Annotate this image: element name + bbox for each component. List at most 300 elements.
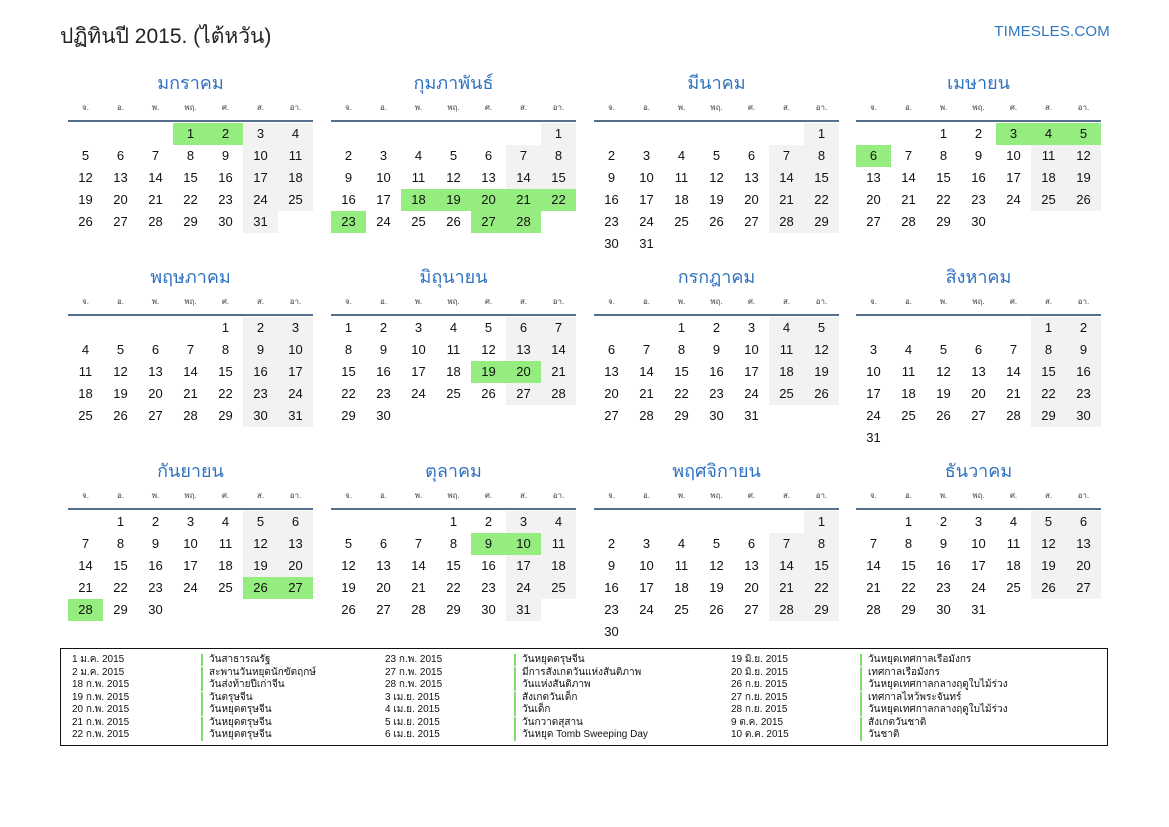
day-cell: 30 <box>971 214 986 229</box>
day-cell: 15 <box>341 364 356 379</box>
holiday-row <box>731 704 1008 717</box>
day-cell: 25 <box>78 408 93 423</box>
holiday-marker <box>514 729 516 741</box>
day-cell: 12 <box>78 170 93 185</box>
weekday-label: อ. <box>904 103 913 112</box>
day-grid <box>331 123 576 233</box>
holiday-name: วันหยุดตรุษจีน <box>522 654 585 665</box>
month-name: พฤศจิกายน <box>672 461 761 481</box>
day-cell: 20 <box>278 555 313 577</box>
day-cell: 4 <box>414 148 423 163</box>
day-cell: 21 <box>1006 386 1021 401</box>
holiday-day-cell: 6 <box>856 145 891 167</box>
day-cell: 22 <box>446 580 461 595</box>
day-cell: 11 <box>278 145 313 167</box>
day-cell: 30 <box>376 408 391 423</box>
day-cell: 13 <box>506 339 541 361</box>
day-cell: 17 <box>744 364 759 379</box>
day-cell: 9 <box>607 170 616 185</box>
weekday-label: พ. <box>414 103 423 112</box>
day-cell: 25 <box>1031 189 1066 211</box>
day-cell: 16 <box>148 558 163 573</box>
day-cell: 17 <box>971 558 986 573</box>
empty-day-cell <box>401 511 436 533</box>
holiday-date: 20 มิ.ย. 2015 <box>731 666 788 678</box>
weekday-header <box>856 292 1101 316</box>
day-cell: 17 <box>376 192 391 207</box>
weekday-label: พฤ. <box>184 297 197 306</box>
day-cell: 15 <box>218 364 233 379</box>
day-cell: 3 <box>506 511 541 533</box>
weekday-label: อ. <box>904 297 913 306</box>
day-cell: 12 <box>709 558 724 573</box>
holiday-day-cell: 22 <box>541 189 576 211</box>
weekday-label: อ. <box>116 103 125 112</box>
day-cell: 26 <box>78 214 93 229</box>
weekday-label: พฤ. <box>447 103 460 112</box>
holiday-day-cell: 9 <box>471 533 506 555</box>
weekday-label: พ. <box>414 297 423 306</box>
day-grid <box>331 511 576 621</box>
weekday-label: ส. <box>782 297 791 306</box>
weekday-label: ศ. <box>747 297 756 306</box>
day-cell: 21 <box>411 580 426 595</box>
weekday-label: จ. <box>345 491 352 500</box>
weekday-label: พ. <box>677 297 686 306</box>
holiday-row <box>72 704 316 717</box>
weekday-label: พฤ. <box>447 491 460 500</box>
month-name: กุมภาพันธ์ <box>413 73 494 93</box>
day-cell: 15 <box>674 364 689 379</box>
holiday-day-cell: 21 <box>506 189 541 211</box>
day-cell: 1 <box>677 320 686 335</box>
day-cell: 29 <box>901 602 916 617</box>
day-cell: 16 <box>1066 361 1101 383</box>
holiday-date: 23 ก.พ. 2015 <box>385 654 443 665</box>
day-cell: 31 <box>744 408 759 423</box>
day-grid <box>594 511 839 643</box>
holiday-marker <box>201 667 203 679</box>
day-cell: 7 <box>1009 342 1018 357</box>
holiday-row <box>385 679 648 692</box>
day-cell: 28 <box>639 408 654 423</box>
day-cell: 2 <box>974 126 983 141</box>
day-cell: 24 <box>866 408 881 423</box>
day-cell: 6 <box>607 342 616 357</box>
holiday-row <box>72 729 316 742</box>
day-cell: 20 <box>376 580 391 595</box>
day-cell: 30 <box>218 214 233 229</box>
day-cell: 27 <box>744 214 759 229</box>
holiday-date: 4 เม.ย. 2015 <box>385 704 440 715</box>
empty-day-cell <box>173 317 208 339</box>
empty-day-cell <box>471 123 506 145</box>
day-cell: 11 <box>1031 145 1066 167</box>
empty-day-cell <box>856 511 891 533</box>
day-cell: 13 <box>278 533 313 555</box>
empty-day-cell <box>401 123 436 145</box>
day-cell: 26 <box>804 383 839 405</box>
holiday-marker <box>514 717 516 729</box>
day-cell: 18 <box>278 167 313 189</box>
day-cell: 2 <box>607 536 616 551</box>
month-name: สิงหาคม <box>945 267 1012 287</box>
holiday-name: วันหยุดตรุษจีน <box>209 704 272 715</box>
empty-day-cell <box>68 123 103 145</box>
weekday-label: อ. <box>116 297 125 306</box>
day-cell: 5 <box>116 342 125 357</box>
day-cell: 9 <box>151 536 160 551</box>
day-cell: 24 <box>278 383 313 405</box>
day-cell: 1 <box>541 123 576 145</box>
day-cell: 9 <box>243 339 278 361</box>
empty-day-cell <box>664 511 699 533</box>
day-cell: 2 <box>344 148 353 163</box>
day-cell: 14 <box>639 364 654 379</box>
month-name: พฤษภาคม <box>150 267 231 287</box>
day-cell: 21 <box>78 580 93 595</box>
weekday-label: จ. <box>608 103 615 112</box>
holiday-date: 18 ก.พ. 2015 <box>72 679 130 690</box>
holiday-name: วันเด็ก <box>522 704 551 715</box>
holiday-day-cell: 4 <box>1031 123 1066 145</box>
holiday-marker <box>514 654 516 666</box>
day-cell: 26 <box>113 408 128 423</box>
empty-day-cell <box>68 317 103 339</box>
day-cell: 25 <box>541 577 576 599</box>
day-cell: 9 <box>939 536 948 551</box>
day-cell: 8 <box>904 536 913 551</box>
day-cell: 20 <box>866 192 881 207</box>
day-cell: 3 <box>642 536 651 551</box>
day-cell: 2 <box>712 320 721 335</box>
weekday-label: อ. <box>642 297 651 306</box>
day-cell: 4 <box>769 317 804 339</box>
weekday-label: พ. <box>151 297 160 306</box>
weekday-header <box>331 486 576 510</box>
holiday-name: สังเกตวันเด็ก <box>522 691 578 703</box>
weekday-label: พฤ. <box>710 491 723 500</box>
weekday-label: อ. <box>642 491 651 500</box>
day-cell: 13 <box>148 364 163 379</box>
day-cell: 7 <box>541 317 576 339</box>
day-grid <box>594 317 839 427</box>
weekday-label: จ. <box>608 491 615 500</box>
month-block <box>594 71 839 255</box>
holiday-date: 10 ต.ค. 2015 <box>731 729 789 740</box>
day-cell: 17 <box>506 555 541 577</box>
weekday-header <box>68 486 313 510</box>
day-cell: 23 <box>604 214 619 229</box>
empty-day-cell <box>366 511 401 533</box>
holiday-column <box>385 654 648 742</box>
holiday-marker <box>860 729 862 741</box>
day-cell: 8 <box>1031 339 1066 361</box>
day-cell: 30 <box>604 236 619 251</box>
holiday-date: 19 มิ.ย. 2015 <box>731 654 788 665</box>
day-cell: 13 <box>866 170 881 185</box>
empty-day-cell <box>594 511 629 533</box>
weekday-label: ส. <box>1044 491 1053 500</box>
day-grid <box>594 123 839 255</box>
weekday-label: จ. <box>82 491 89 500</box>
day-cell: 15 <box>446 558 461 573</box>
day-cell: 12 <box>804 339 839 361</box>
weekday-label: จ. <box>82 297 89 306</box>
day-cell: 19 <box>113 386 128 401</box>
empty-day-cell <box>103 317 138 339</box>
month-name: กันยายน <box>157 461 224 481</box>
day-cell: 1 <box>116 514 125 529</box>
holiday-name: วันหยุดตรุษจีน <box>209 729 272 740</box>
month-block <box>331 265 576 427</box>
day-cell: 19 <box>1031 555 1066 577</box>
day-cell: 23 <box>148 580 163 595</box>
holiday-name: วันหยุดเทศกาลกลางฤดูใบไม้ร่วง <box>868 704 1008 715</box>
day-cell: 6 <box>116 148 125 163</box>
day-cell: 12 <box>243 533 278 555</box>
site-link[interactable]: TIMESLES.COM <box>994 23 1110 40</box>
day-cell: 2 <box>939 514 948 529</box>
day-cell: 25 <box>674 214 689 229</box>
day-cell: 22 <box>218 386 233 401</box>
day-cell: 10 <box>278 339 313 361</box>
day-cell: 25 <box>218 580 233 595</box>
day-cell: 10 <box>639 558 654 573</box>
holiday-name: วันหยุดเทศกาลกลางฤดูใบไม้ร่วง <box>868 679 1008 690</box>
day-cell: 27 <box>971 408 986 423</box>
empty-day-cell <box>961 317 996 339</box>
weekday-label: ศ. <box>484 297 493 306</box>
empty-day-cell <box>103 123 138 145</box>
day-cell: 18 <box>446 364 461 379</box>
day-cell: 24 <box>183 580 198 595</box>
holiday-date: 19 ก.พ. 2015 <box>72 691 130 703</box>
day-cell: 12 <box>341 558 356 573</box>
day-cell: 16 <box>341 192 356 207</box>
day-cell: 19 <box>709 580 724 595</box>
holiday-date: 9 ต.ค. 2015 <box>731 716 784 728</box>
day-cell: 28 <box>183 408 198 423</box>
weekday-label: อา. <box>1077 491 1090 500</box>
holiday-date: 3 เม.ย. 2015 <box>385 691 440 703</box>
day-cell: 23 <box>218 192 233 207</box>
holiday-name: สังเกตวันชาติ <box>868 716 927 728</box>
empty-day-cell <box>856 123 891 145</box>
day-grid <box>856 123 1101 233</box>
holiday-marker <box>201 692 203 704</box>
day-cell: 11 <box>411 170 426 185</box>
day-cell: 23 <box>481 580 496 595</box>
day-cell: 8 <box>116 536 125 551</box>
holiday-marker <box>201 679 203 691</box>
day-cell: 15 <box>804 167 839 189</box>
weekday-label: อ. <box>904 491 913 500</box>
empty-day-cell <box>506 123 541 145</box>
weekday-header <box>594 292 839 316</box>
day-cell: 24 <box>744 386 759 401</box>
day-cell: 26 <box>1031 577 1066 599</box>
day-cell: 7 <box>414 536 423 551</box>
day-cell: 25 <box>901 408 916 423</box>
empty-day-cell <box>996 317 1031 339</box>
month-name: เมษายน <box>947 73 1010 93</box>
holiday-marker <box>514 692 516 704</box>
day-cell: 23 <box>376 386 391 401</box>
day-cell: 29 <box>218 408 233 423</box>
day-cell: 19 <box>709 192 724 207</box>
weekday-label: ส. <box>256 491 265 500</box>
day-grid <box>856 511 1101 621</box>
day-cell: 18 <box>901 386 916 401</box>
holiday-row <box>72 679 316 692</box>
day-cell: 16 <box>376 364 391 379</box>
weekday-label: พ. <box>151 103 160 112</box>
day-cell: 7 <box>642 342 651 357</box>
day-cell: 16 <box>971 170 986 185</box>
day-cell: 8 <box>344 342 353 357</box>
holiday-marker <box>860 667 862 679</box>
day-cell: 14 <box>411 558 426 573</box>
weekday-label: ส. <box>519 491 528 500</box>
day-cell: 9 <box>974 148 983 163</box>
month-block <box>68 459 313 621</box>
holiday-row <box>731 692 1008 705</box>
holiday-date: 27 ก.ย. 2015 <box>731 691 788 703</box>
day-cell: 15 <box>113 558 128 573</box>
day-cell: 24 <box>506 577 541 599</box>
day-cell: 6 <box>747 148 756 163</box>
day-cell: 4 <box>1009 514 1018 529</box>
holiday-day-cell: 5 <box>1066 123 1101 145</box>
day-cell: 3 <box>869 342 878 357</box>
day-cell: 5 <box>484 320 493 335</box>
day-cell: 8 <box>677 342 686 357</box>
holiday-name: สะพานวันหยุดนักขัตฤกษ์ <box>209 666 316 678</box>
day-cell: 25 <box>769 383 804 405</box>
holiday-day-cell: 19 <box>471 361 506 383</box>
holiday-row <box>731 679 1008 692</box>
day-cell: 21 <box>901 192 916 207</box>
day-cell: 26 <box>481 386 496 401</box>
empty-day-cell <box>331 511 366 533</box>
day-cell: 8 <box>804 533 839 555</box>
empty-day-cell <box>856 317 891 339</box>
day-cell: 24 <box>1006 192 1021 207</box>
day-cell: 24 <box>639 214 654 229</box>
day-cell: 28 <box>866 602 881 617</box>
day-cell: 29 <box>113 602 128 617</box>
day-cell: 4 <box>677 536 686 551</box>
day-cell: 31 <box>278 405 313 427</box>
day-cell: 25 <box>278 189 313 211</box>
day-grid <box>856 317 1101 449</box>
month-name: กรกฎาคม <box>677 267 756 287</box>
holiday-row <box>385 654 648 667</box>
day-cell: 24 <box>243 189 278 211</box>
day-cell: 21 <box>769 577 804 599</box>
weekday-header <box>856 486 1101 510</box>
day-cell: 1 <box>344 320 353 335</box>
weekday-header <box>68 98 313 122</box>
day-cell: 27 <box>376 602 391 617</box>
day-cell: 26 <box>936 408 951 423</box>
day-cell: 17 <box>866 386 881 401</box>
weekday-label: จ. <box>82 103 89 112</box>
day-cell: 10 <box>183 536 198 551</box>
day-cell: 9 <box>221 148 230 163</box>
day-cell: 11 <box>769 339 804 361</box>
day-cell: 16 <box>604 192 619 207</box>
weekday-label: จ. <box>870 297 877 306</box>
holiday-day-cell: 1 <box>173 123 208 145</box>
day-cell: 28 <box>541 383 576 405</box>
day-cell: 30 <box>604 624 619 639</box>
day-cell: 29 <box>1031 405 1066 427</box>
weekday-header <box>594 98 839 122</box>
day-cell: 13 <box>1066 533 1101 555</box>
day-cell: 20 <box>113 192 128 207</box>
day-cell: 9 <box>1066 339 1101 361</box>
holiday-marker <box>201 654 203 666</box>
day-cell: 11 <box>1006 536 1021 551</box>
day-cell: 24 <box>971 580 986 595</box>
day-cell: 28 <box>148 214 163 229</box>
day-cell: 4 <box>904 342 913 357</box>
day-cell: 28 <box>769 599 804 621</box>
day-cell: 16 <box>481 558 496 573</box>
weekday-label: จ. <box>345 103 352 112</box>
holiday-marker <box>860 692 862 704</box>
day-grid <box>68 317 313 427</box>
day-cell: 1 <box>904 514 913 529</box>
day-cell: 10 <box>411 342 426 357</box>
weekday-label: พ. <box>939 297 948 306</box>
day-cell: 20 <box>744 580 759 595</box>
weekday-label: จ. <box>870 103 877 112</box>
day-cell: 25 <box>674 602 689 617</box>
day-cell: 14 <box>78 558 93 573</box>
day-cell: 11 <box>541 533 576 555</box>
holiday-row <box>385 692 648 705</box>
day-cell: 4 <box>81 342 90 357</box>
holiday-row <box>731 729 1008 742</box>
day-cell: 18 <box>769 361 804 383</box>
holiday-day-cell: 3 <box>996 123 1031 145</box>
day-cell: 20 <box>604 386 619 401</box>
holiday-list <box>60 648 1108 746</box>
day-cell: 12 <box>709 170 724 185</box>
day-cell: 18 <box>1031 167 1066 189</box>
day-cell: 15 <box>183 170 198 185</box>
day-cell: 10 <box>1006 148 1021 163</box>
day-cell: 6 <box>278 511 313 533</box>
weekday-label: จ. <box>870 491 877 500</box>
weekday-label: ศ. <box>484 491 493 500</box>
day-cell: 1 <box>449 514 458 529</box>
day-cell: 11 <box>218 536 233 551</box>
day-cell: 7 <box>769 533 804 555</box>
holiday-day-cell: 2 <box>208 123 243 145</box>
empty-day-cell <box>926 317 961 339</box>
day-cell: 13 <box>481 170 496 185</box>
day-cell: 2 <box>243 317 278 339</box>
day-cell: 8 <box>804 145 839 167</box>
day-cell: 23 <box>243 383 278 405</box>
day-cell: 18 <box>541 555 576 577</box>
holiday-day-cell: 28 <box>68 599 103 621</box>
holiday-name: มีการสังเกตวันแห่งสันติภาพ <box>522 666 642 678</box>
